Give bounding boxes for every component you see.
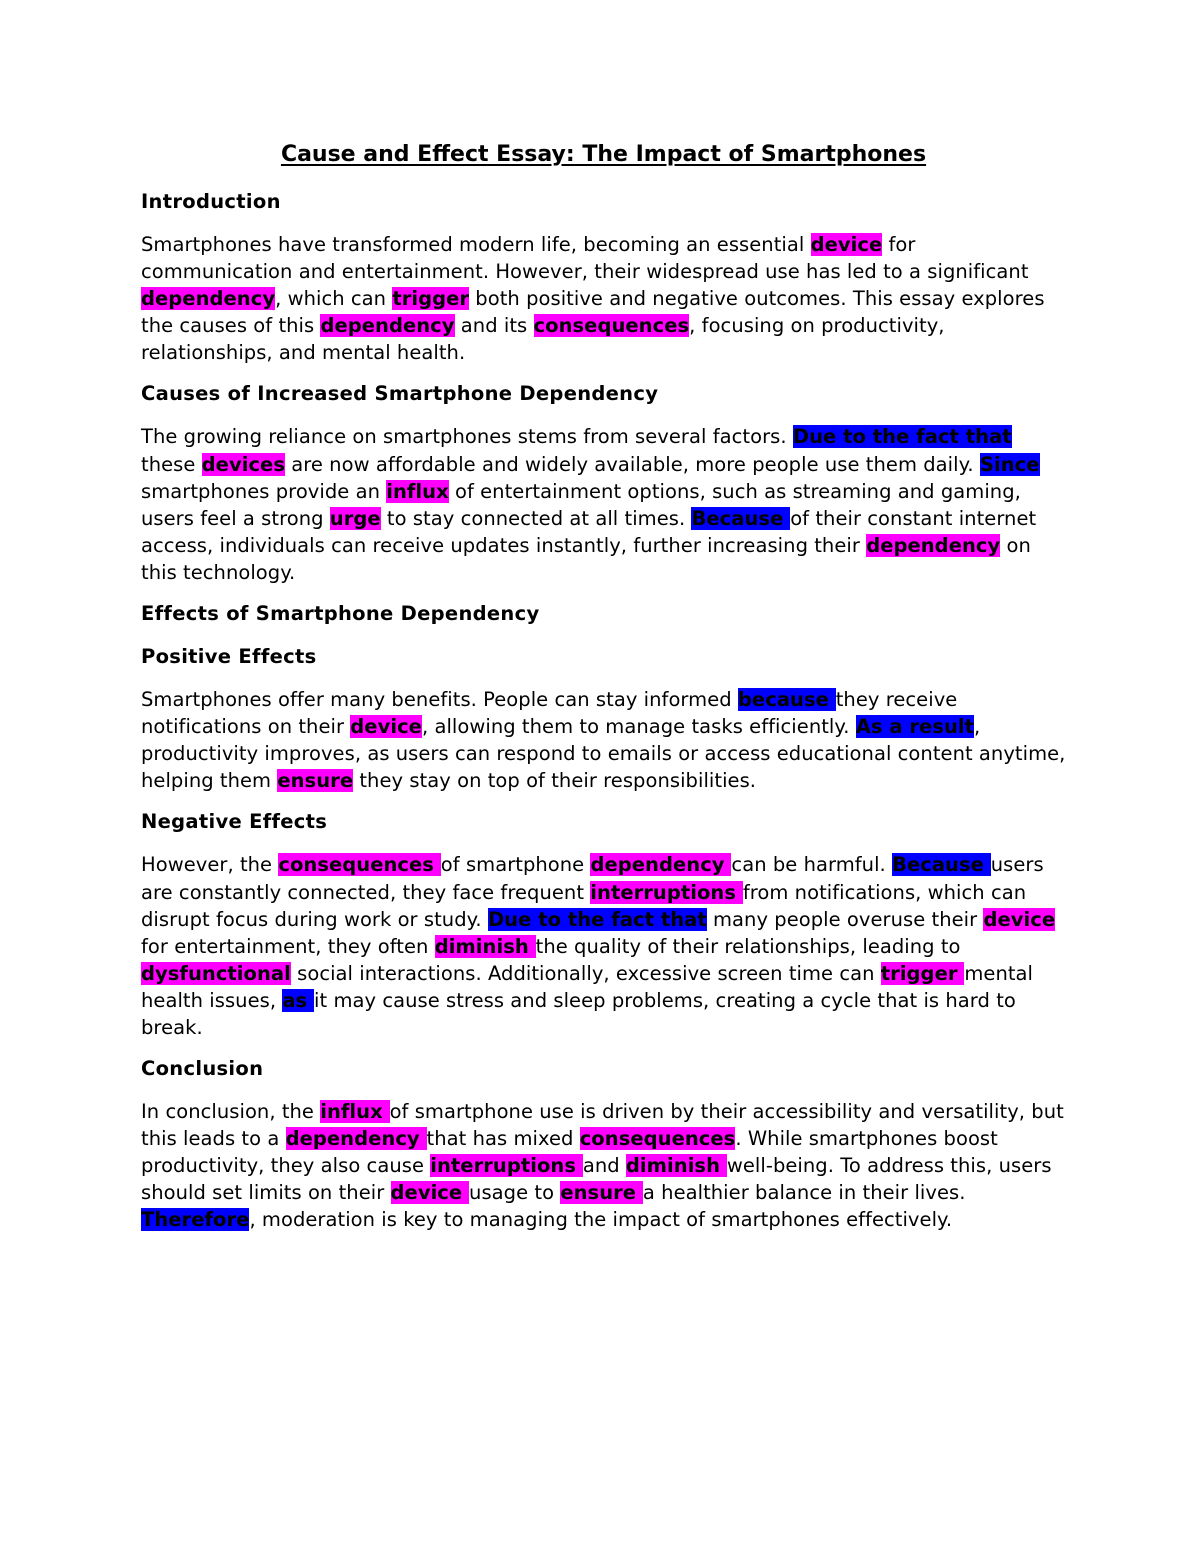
text-run: on this technology.: [141, 533, 1031, 584]
section-heading: Conclusion: [141, 1057, 264, 1081]
text-run: of their constant internet access, individuals can receive updates instantly, further increasing their: [141, 506, 1037, 557]
text-run: that has mixed: [426, 1127, 580, 1151]
vocabulary-highlight: dependency: [285, 1127, 427, 1151]
vocabulary-highlight: device: [390, 1181, 470, 1205]
paragraph: [141, 851, 1066, 1041]
text-run: well-being. To address this, users should set limits on their: [141, 1154, 1052, 1205]
vocabulary-highlight: dependency: [590, 853, 732, 877]
text-run: usage to: [469, 1181, 561, 1205]
paragraph: [141, 686, 1066, 794]
vocabulary-highlight: trigger: [392, 287, 470, 311]
essay-sections: [141, 188, 1066, 1234]
text-run: can be harmful.: [731, 853, 893, 877]
text-run: and: [582, 1154, 626, 1178]
text-run: , allowing them to manage tasks efficiently.: [421, 715, 856, 739]
connector-highlight: As a result: [855, 715, 975, 739]
text-run: these: [141, 452, 202, 476]
vocabulary-highlight: interruptions: [430, 1154, 583, 1178]
text-run: from notifications, which can disrupt focus during work or study.: [141, 880, 1027, 931]
text-run: it may cause stress and sleep problems, creating a cycle that is hard to break.: [141, 988, 1016, 1039]
text-run: for entertainment, they often: [141, 934, 435, 958]
text-run: social interactions. Additionally, excessive screen time can: [290, 961, 881, 985]
text-run: mental health issues,: [141, 961, 1034, 1012]
vocabulary-highlight: dysfunctional: [141, 961, 291, 985]
text-run: the quality of their relationships, leading to: [535, 934, 961, 958]
vocabulary-highlight: influx: [320, 1100, 390, 1124]
text-run: Smartphones offer many benefits. People can stay informed: [141, 688, 738, 712]
connector-highlight: Due to the fact that: [487, 907, 707, 931]
text-run: , productivity improves, as users can respond to emails or access educational content anytime, helping them: [141, 715, 1066, 793]
text-run: However, the: [141, 853, 279, 877]
text-run: to stay connected at all times.: [380, 506, 692, 530]
vocabulary-highlight: device: [350, 715, 422, 739]
connector-highlight: because: [737, 688, 836, 712]
text-run: for communication and entertainment. However, their widespread use has led to a significant: [141, 233, 1029, 284]
vocabulary-highlight: dependency: [866, 533, 1001, 557]
text-run: and its: [454, 314, 534, 338]
text-run: , moderation is key to managing the impact of smartphones effectively.: [249, 1208, 953, 1232]
vocabulary-highlight: dependency: [320, 314, 455, 338]
text-run: a healthier balance in their lives.: [642, 1181, 966, 1205]
text-run: , which can: [275, 287, 393, 311]
connector-highlight: Since: [979, 452, 1040, 476]
connector-highlight: Therefore: [141, 1208, 250, 1232]
essay-title: Cause and Effect Essay: The Impact of Smartphones: [280, 142, 927, 167]
vocabulary-highlight: device: [983, 907, 1056, 931]
text-run: they stay on top of their responsibilities.: [353, 769, 757, 793]
section-heading: Introduction: [141, 190, 281, 213]
vocabulary-highlight: diminish: [434, 934, 536, 958]
vocabulary-highlight: interruptions: [590, 880, 743, 904]
vocabulary-highlight: devices: [201, 452, 285, 476]
text-run: In conclusion, the: [141, 1100, 321, 1124]
vocabulary-highlight: influx: [386, 479, 449, 503]
text-run: both positive and negative outcomes. This essay explores the causes of this: [141, 287, 1045, 338]
text-run: are now affordable and widely available, more people use them daily.: [285, 452, 980, 476]
document-body: [141, 136, 1066, 1248]
text-run: The growing reliance on smartphones stems from several factors.: [141, 425, 793, 449]
text-run: of smartphone use is driven by their accessibility and versatility, but this leads to a: [141, 1100, 1064, 1151]
section-heading: Effects of Smartphone Dependency: [141, 602, 540, 626]
vocabulary-highlight: trigger: [880, 961, 965, 985]
paragraph: [141, 231, 1066, 366]
text-run: of smartphone: [440, 853, 591, 877]
text-run: they receive notifications on their: [141, 688, 958, 739]
text-run: . While smartphones boost productivity, they also cause: [141, 1127, 998, 1178]
vocabulary-highlight: dependency: [141, 287, 276, 311]
vocabulary-highlight: urge: [329, 506, 381, 530]
paragraph: [141, 423, 1066, 586]
vocabulary-highlight: device: [810, 233, 883, 256]
text-run: users are constantly connected, they face frequent: [141, 853, 1044, 904]
text-run: , focusing on productivity, relationships, and mental health.: [141, 314, 945, 365]
vocabulary-highlight: ensure: [277, 769, 354, 793]
section-heading: Negative Effects: [141, 810, 328, 834]
section-heading: Causes of Increased Smartphone Dependency: [141, 382, 659, 406]
connector-highlight: Because: [892, 853, 991, 877]
text-run: many people overuse their: [706, 907, 984, 931]
text-run: smartphones provide an: [141, 479, 387, 503]
paragraph: [141, 1098, 1066, 1233]
vocabulary-highlight: consequences: [278, 853, 441, 877]
vocabulary-highlight: consequences: [579, 1127, 736, 1151]
vocabulary-highlight: diminish: [625, 1154, 727, 1178]
connector-highlight: Because: [691, 506, 791, 530]
section-heading: Positive Effects: [141, 645, 317, 669]
vocabulary-highlight: ensure: [560, 1181, 643, 1205]
connector-highlight: as: [282, 988, 315, 1012]
text-run: of entertainment options, such as streaming and gaming, users feel a strong: [141, 479, 1021, 530]
vocabulary-highlight: consequences: [533, 314, 690, 338]
connector-highlight: Due to the fact that: [792, 425, 1012, 449]
text-run: Smartphones have transformed modern life, becoming an essential: [141, 233, 811, 256]
